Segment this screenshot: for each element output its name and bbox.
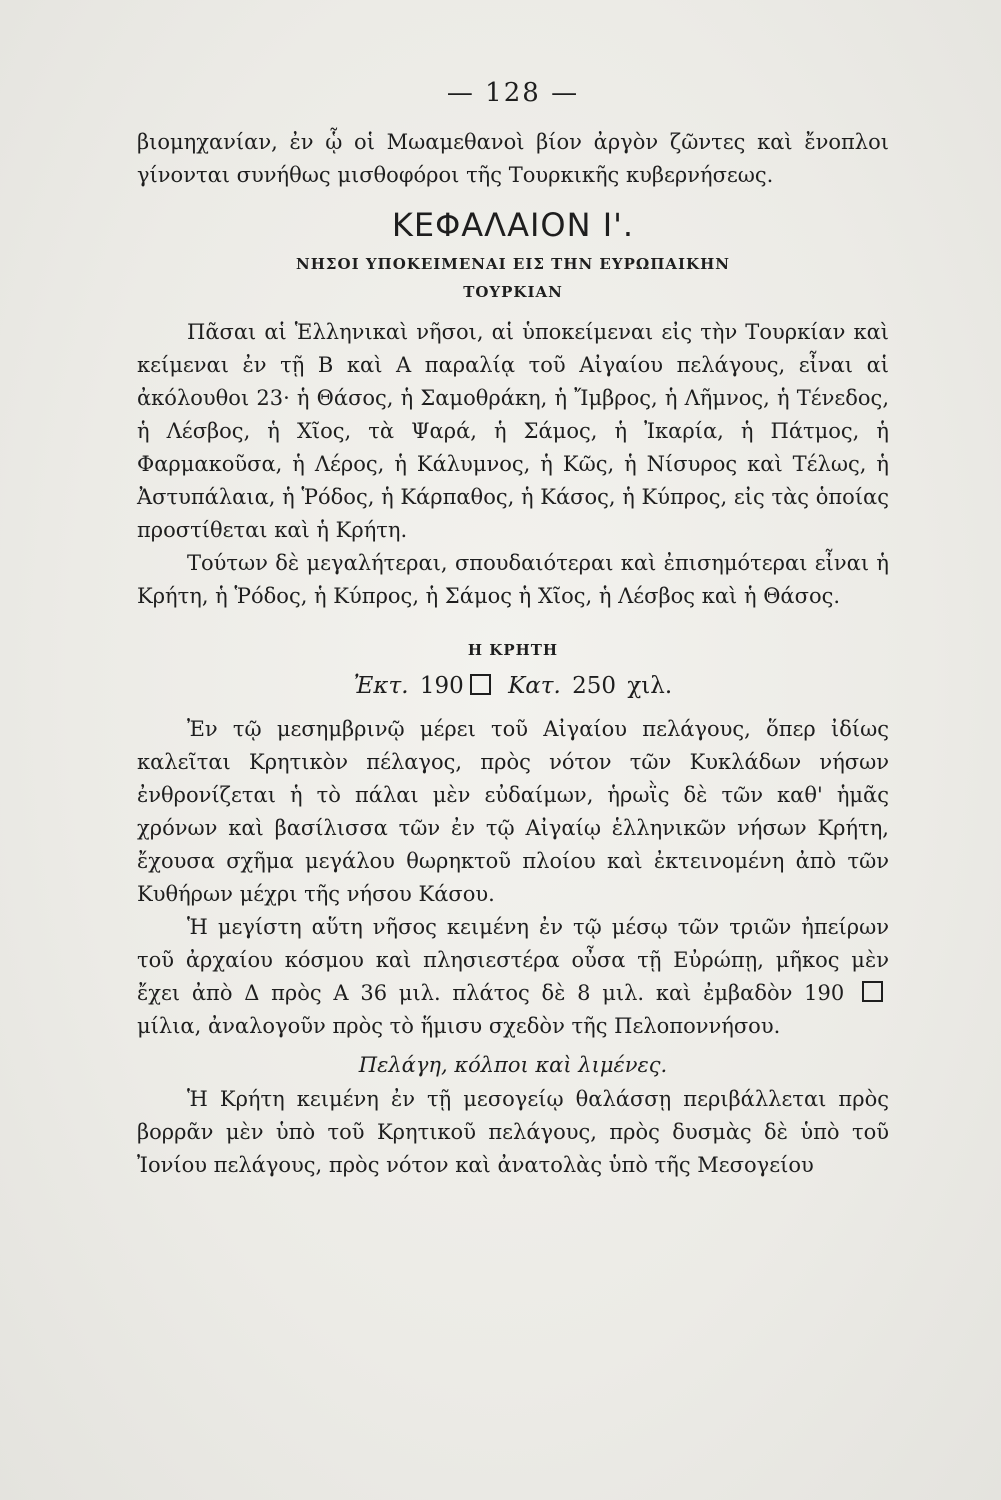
page-number: — 128 —: [446, 78, 580, 108]
chapter-title: ΚΕΦΑΛΑΙΟΝ Ι'.: [391, 206, 635, 244]
opening-paragraph: βιομηχανίαν, ἐν ᾧ οἱ Μωαμεθανοὶ βίον ἀργὸν ζῶντες καὶ ἔνοπλοι γίνονται συνήθως μισθοφόροι τῆς Τουρκικῆς κυβερνήσεως.: [137, 130, 889, 187]
major-islands-paragraph: Τούτων δὲ μεγαλήτεραι, σπουδαιότεραι καὶ ἐπισημότεραι εἶναι ἡ Κρήτη, ἡ Ῥόδος, ἡ Κύπρος, ἡ Σάμος ἡ Χῖος, ἡ Λέσβος καὶ ἡ Θάσος.: [137, 551, 889, 608]
square-miles-icon: [470, 674, 491, 695]
crete-size-paragraph: [137, 911, 889, 1043]
section-title: Η ΚΡΗΤΗ: [467, 641, 559, 659]
final-paragraph: Ἡ Κρήτη κειμένη ἐν τῇ μεσογείῳ θαλάσσῃ περιβάλλεται πρὸς βορρᾶν μὲν ὑπὸ τοῦ Κρητικοῦ πελάγους, πρὸς δυσμὰς δὲ ὑπὸ τοῦ Ἰονίου πελάγους, πρὸς νότον καὶ ἀνατολὰς ὑπὸ τῆς Μεσογείου: [137, 1087, 889, 1177]
population-value: 250 χιλ.: [572, 673, 673, 699]
crete-description-paragraph: Ἐν τῷ μεσημβρινῷ μέρει τοῦ Αἰγαίου πελάγους, ὅπερ ἰδίως καλεῖται Κρητικὸν πέλαγος, πρὸς νότον τῶν Κυκλάδων νήσων ἐνθρονίζεται ἡ τὸ πάλαι μὲν εὐδαίμων, ἡρωῒς δὲ τῶν καθ' ἡμᾶς χρόνων καὶ βασίλισσα τῶν ἐν τῷ Αἰγαίῳ ἑλληνικῶν νήσων Κρήτη, ἔχουσα σχῆμα μεγάλου θωρηκτοῦ πλοίου καὶ ἐκτεινομένη ἀπὸ τῶν Κυθήρων μέχρι τῆς νήσου Κάσου.: [137, 717, 889, 906]
islands-list-paragraph: Πᾶσαι αἱ Ἑλληνικαὶ νῆσοι, αἱ ὑποκείμεναι εἰς τὴν Τουρκίαν καὶ κείμεναι ἐν τῇ Β καὶ Α παραλίᾳ τοῦ Αἰγαίου πελάγους, εἶναι αἱ ἀκόλουθοι 23· ἡ Θάσος, ἡ Σαμοθράκη, ἡ Ἴμβρος, ἡ Λῆμνος, ἡ Τένεδος, ἡ Λέσβος, ἡ Χῖος, τὰ Ψαρά, ἡ Σάμος, ἡ Ἰκαρία, ἡ Πάτμος, ἡ Φαρμακοῦσα, ἡ Λέρος, ἡ Κάλυμνος, ἡ Κῶς, ἡ Νίσυρος καὶ Τέλως, ἡ Ἀστυπάλαια, ἡ Ῥόδος, ἡ Κάρπαθος, ἡ Κάσος, ἡ Κύπρος, εἰς τὰς ὁποίας προστίθεται καὶ ἡ Κρήτη.: [137, 320, 889, 542]
population-label: Κατ.: [508, 673, 561, 699]
crete-size-text-before: Ἡ μεγίστη αὕτη νῆσος κειμένη ἐν τῷ μέσῳ τῶν τριῶν ἠπείρων τοῦ ἀρχαίου κόσμου καὶ πλησιεστέρα οὖσα τῇ Εὐρώπῃ, μῆκος μὲν ἔχει ἀπὸ Δ πρὸς Α 36 μιλ. πλάτος δὲ 8 μιλ. καὶ ἐμβαδὸν 190: [137, 915, 889, 1005]
page-content: [137, 78, 889, 1182]
subheading: Πελάγη, κόλποι καὶ λιμένες.: [358, 1053, 668, 1077]
area-label: Ἐκτ.: [353, 673, 409, 699]
crete-stats: [137, 673, 889, 699]
crete-size-text-after: μίλια, ἀναλογοῦν πρὸς τὸ ἥμισυ σχεδὸν τῆς Πελοποννήσου.: [137, 1014, 781, 1038]
area-value: 190: [419, 673, 464, 699]
chapter-subtitle-line1: ΝΗΣΟΙ ΥΠΟΚΕΙΜΕΝΑΙ ΕΙΣ ΤΗΝ ΕΥΡΩΠΑΙΚΗΝ: [296, 255, 730, 273]
chapter-subtitle: [137, 250, 889, 306]
chapter-subtitle-line2: ΤΟΥΡΚΙΑΝ: [463, 283, 563, 301]
square-miles-icon: [862, 981, 883, 1002]
